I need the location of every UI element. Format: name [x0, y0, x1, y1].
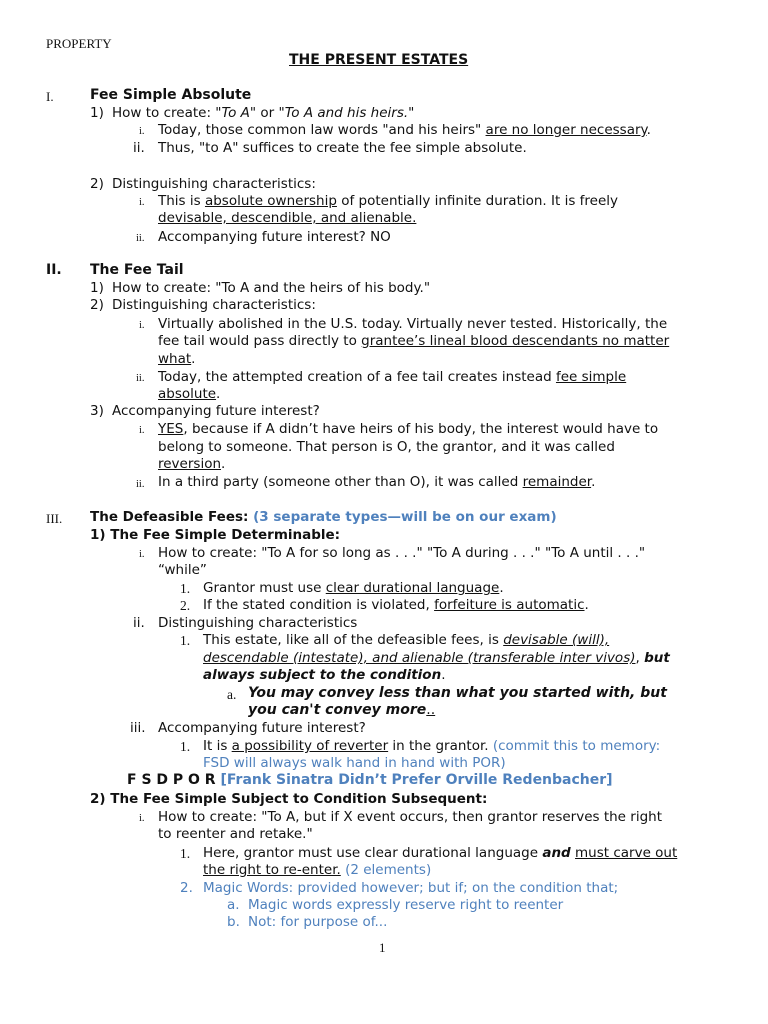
section-heading: The Defeasible Fees: (3 separate types—will be on our exam) — [90, 509, 557, 525]
list-marker: 1) — [90, 280, 104, 296]
subsection-heading: 2) The Fee Simple Subject to Condition Subsequent: — [90, 791, 488, 807]
subject-label: PROPERTY — [46, 36, 112, 51]
list-item: This estate, like all of the defeasible fees, is devisable (will), — [203, 632, 610, 648]
list-item: In a third party (someone other than O), it was called remainder. — [158, 474, 596, 490]
list-marker: 1. — [180, 739, 191, 754]
list-marker: 2) — [90, 297, 104, 313]
list-item: This is absolute ownership of potentially infinite duration. It is freely — [158, 193, 619, 209]
list-item: Magic Words: provided however; but if; on the condition that; — [203, 880, 619, 896]
section-heading: The Fee Tail — [90, 262, 184, 278]
list-marker: ii. — [136, 233, 145, 244]
list-marker: 1. — [180, 633, 191, 648]
list-marker: 2. — [180, 880, 193, 896]
list-marker: i. — [139, 425, 145, 436]
list-marker: ii. — [136, 479, 145, 490]
subsection-heading: 1) The Fee Simple Determinable: — [90, 527, 341, 543]
list-item: You may convey less than what you started with, but — [248, 685, 667, 701]
list-marker: 1. — [180, 581, 191, 596]
list-item: Magic words expressly reserve right to reenter — [248, 897, 564, 913]
list-item: Virtually abolished in the U.S. today. Virtually never tested. Historically, the — [158, 316, 668, 332]
list-item: Accompanying future interest? — [158, 720, 366, 736]
list-item-continuation: reversion. — [158, 456, 226, 472]
list-item: YES, because if A didn’t have heirs of his body, the interest would have to — [158, 421, 659, 437]
list-item-continuation: belong to someone. That person is O, the grantor, and it was called — [158, 439, 615, 455]
list-item: Accompanying future interest? NO — [158, 229, 391, 245]
list-item: Accompanying future interest? — [112, 403, 320, 419]
list-item: Today, those common law words "and his heirs" are no longer necessary. — [158, 122, 651, 138]
list-item: How to create: "To A and the heirs of his body." — [112, 280, 431, 296]
list-item-continuation: “while” — [158, 562, 207, 578]
list-marker: i. — [139, 320, 145, 331]
list-item-continuation: descendable (intestate), and alienable (transferable inter vivos), but — [203, 650, 670, 666]
list-item: Not: for purpose of... — [248, 914, 388, 930]
list-item: If the stated condition is violated, forfeiture is automatic. — [203, 597, 589, 613]
list-item-continuation: what. — [158, 351, 196, 367]
list-item-continuation: the right to re-enter. (2 elements) — [203, 862, 432, 878]
list-item-continuation: you can't convey more.. — [248, 702, 436, 718]
list-item: Distinguishing characteristics — [158, 615, 358, 631]
list-marker: ii. — [133, 140, 145, 156]
list-item: How to create: "To A for so long as . . ." "To A during . . ." "To A until . . ." — [158, 545, 646, 561]
list-marker: 2. — [180, 598, 191, 613]
list-item: Today, the attempted creation of a fee tail creates instead fee simple — [158, 369, 627, 385]
list-item: Distinguishing characteristics: — [112, 176, 316, 192]
list-marker: i. — [139, 549, 145, 560]
list-marker: 1. — [180, 846, 191, 861]
list-item-continuation: to reenter and retake." — [158, 826, 313, 842]
list-item: Thus, "to A" suffices to create the fee simple absolute. — [158, 140, 527, 156]
list-marker: iii. — [130, 720, 146, 736]
list-item: How to create: "To A, but if X event occurs, then grantor reserves the right — [158, 809, 663, 825]
list-item: Distinguishing characteristics: — [112, 297, 316, 313]
list-item: It is a possibility of reverter in the grantor. (commit this to memory: — [203, 738, 661, 754]
list-item: Grantor must use clear durational language. — [203, 580, 504, 596]
list-marker: i. — [139, 197, 145, 208]
list-marker: ii. — [136, 373, 145, 384]
page-number: 1 — [379, 940, 386, 955]
list-item-continuation: absolute. — [158, 386, 221, 402]
section-number: II. — [46, 262, 62, 278]
list-marker: ii. — [133, 615, 145, 631]
list-item: How to create: "To A" or "To A and his heirs." — [112, 105, 415, 121]
list-item-continuation: fee tail would pass directly to grantee’s lineal blood descendants no matter — [158, 333, 670, 349]
section-number: III. — [46, 511, 63, 526]
list-item-continuation: FSD will always walk hand in hand with POR) — [203, 755, 506, 771]
list-marker: a. — [227, 897, 240, 913]
list-item: Here, grantor must use clear durational language and must carve out — [203, 845, 678, 861]
list-marker: i. — [139, 813, 145, 824]
page-title: THE PRESENT ESTATES — [289, 52, 469, 68]
list-marker: a. — [227, 687, 237, 702]
section-number: I. — [46, 89, 54, 104]
list-marker: 1) — [90, 105, 104, 121]
list-item-continuation: always subject to the condition. — [203, 667, 446, 683]
list-marker: b. — [227, 914, 240, 930]
list-marker: i. — [139, 126, 145, 137]
section-heading: Fee Simple Absolute — [90, 87, 252, 103]
list-marker: 2) — [90, 176, 104, 192]
mnemonic: F S D P O R [Frank Sinatra Didn’t Prefer Orville Redenbacher] — [127, 772, 613, 788]
list-item-continuation: devisable, descendible, and alienable. — [158, 210, 417, 226]
list-marker: 3) — [90, 403, 104, 419]
